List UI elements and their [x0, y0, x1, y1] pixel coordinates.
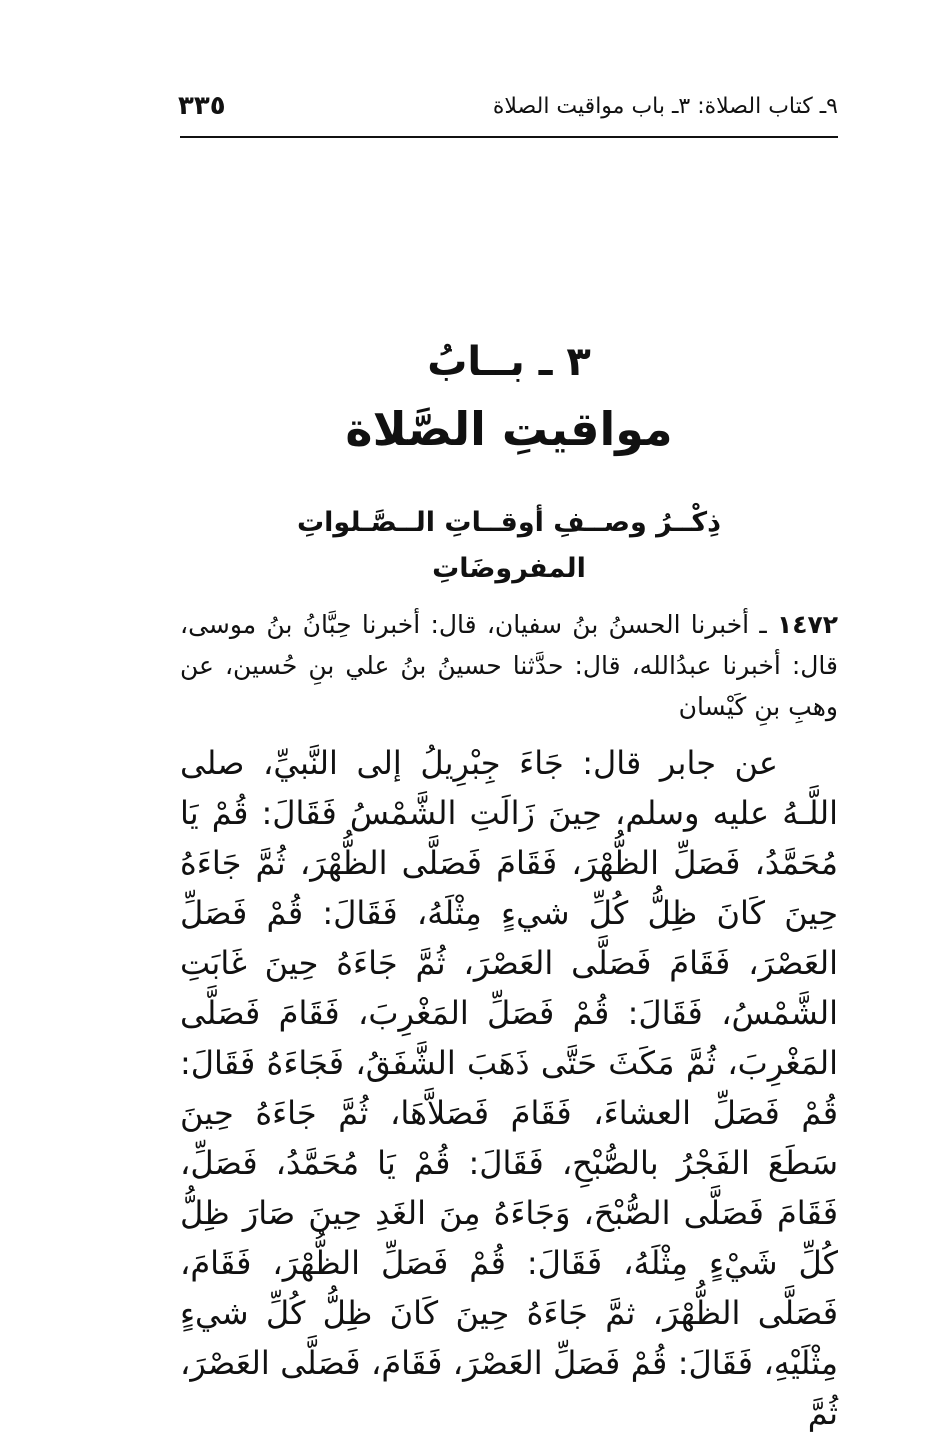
hadith-matn: [180, 738, 838, 1438]
isnad-text: ـ أخبرنا الحسنُ بنُ سفيان، قال: أخبرنا حِبَّانُ بنُ موسى، قال: أخبرنا عبدُالله، قال: حدَّثنا حسينُ بنُ علي بنِ حُسين، عن وهبِ بنِ كَيْسان: [180, 610, 838, 721]
header-rule: [180, 136, 838, 138]
subheading: [180, 500, 838, 592]
page-number: ٣٣٥: [178, 91, 226, 121]
subheading-line-2: المفروضَاتِ: [432, 553, 586, 584]
bab-number-heading: ٣ ـ بــابُ: [427, 339, 591, 385]
running-header: [178, 86, 838, 126]
bab-title-heading: مواقيتِ الصَّلاة: [345, 402, 673, 456]
subheading-line-1: ذِكْــرُ وصــفِ أوقــاتِ الــصَّـلواتِ: [297, 507, 721, 538]
matn-paragraph: عن جابر قال: جَاءَ جِبْرِيلُ إلى النَّبيِّ، صلى اللَّـهُ عليه وسلم، حِينَ زَالَتِ الشَّمْسُ فَقَالَ: قُمْ يَا مُحَمَّدُ، فَصَلِّ الظُّهْرَ، فَقَامَ فَصَلَّى الظُّهْرَ، ثُمَّ جَاءَهُ حِينَ كَانَ ظِلُّ كُلِّ شيءٍ مِثْلَهُ، فَقَالَ: قُمْ فَصَلِّ العَصْرَ، فَقَامَ فَصَلَّى العَصْرَ، ثُمَّ جَاءَهُ حِينَ غَابَتِ الشَّمْسُ، فَقَالَ: قُمْ فَصَلِّ المَغْرِبَ، فَقَامَ فَصَلَّى المَغْرِبَ، ثُمَّ مَكَثَ حَتَّى ذَهَبَ الشَّفَقُ، فَجَاءَهُ فَقَالَ: قُمْ فَصَلِّ العشاءَ، فَقَامَ فَصَلاَّهَا، ثُمَّ جَاءَهُ حِينَ سَطَعَ الفَجْرُ بالصُّبْحِ، فَقَالَ: قُمْ يَا مُحَمَّدُ، فَصَلِّ، فَقَامَ فَصَلَّى الصُّبْحَ، وَجَاءَهُ مِنَ الغَدِ حِينَ صَارَ ظِلُّ كُلِّ شَيْءٍ مِثْلَهُ، فَقَالَ: قُمْ فَصَلِّ الظُّهْرَ، فَقَامَ، فَصَلَّى الظُّهْرَ، ثمَّ جَاءَهُ حِينَ كَانَ ظِلُّ كُلِّ شيءٍ مِثْلَيْهِ، فَقَالَ: قُمْ فَصَلِّ العَصْرَ، فَقَامَ، فَصَلَّى العَصْرَ، ثُمَّ: [180, 744, 838, 1432]
hadith-number: ١٤٧٢: [776, 610, 838, 639]
hadith-isnad: [180, 604, 838, 727]
section-title-block: [180, 330, 838, 464]
header-chapter-reference: ٩ـ كتاب الصلاة: ٣ـ باب مواقيت الصلاة: [492, 93, 838, 119]
